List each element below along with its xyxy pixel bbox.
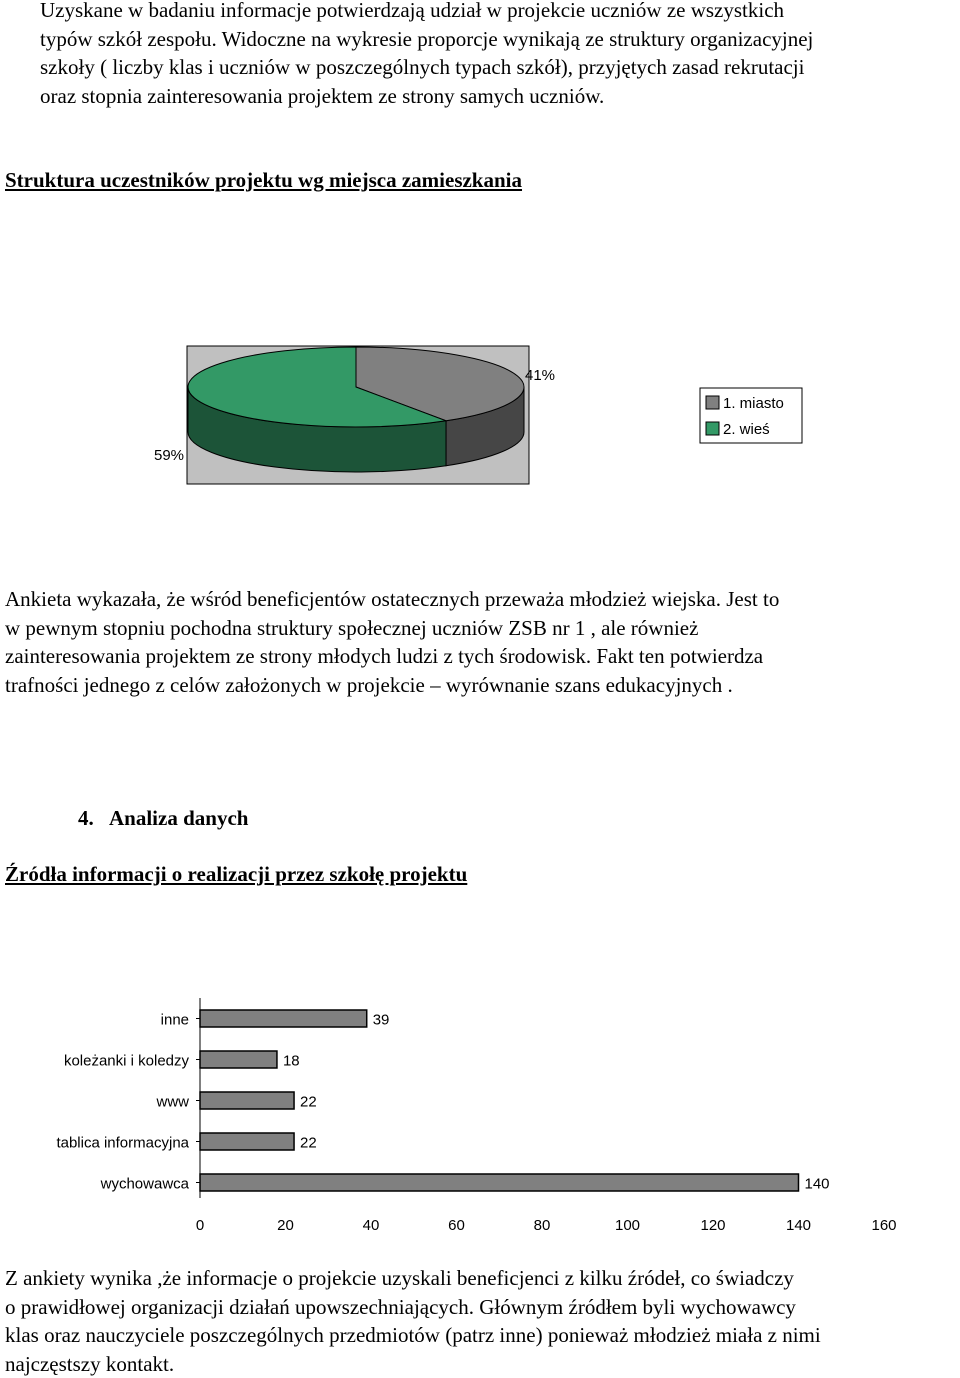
- bar: [200, 1174, 799, 1191]
- value-label: 39: [373, 1012, 390, 1029]
- intro-paragraph: [40, 0, 813, 110]
- legend-label-miasto: 1. miasto: [723, 395, 784, 412]
- x-tick-label: 120: [700, 1217, 725, 1234]
- sources-bar-chart: [0, 990, 960, 1240]
- value-label: 140: [805, 1176, 830, 1193]
- survey-line: w pewnym stopniu pochodna struktury społecznej uczniów ZSB nr 1 , ale również: [5, 614, 779, 643]
- category-label: tablica informacyjna: [56, 1135, 189, 1152]
- x-tick-label: 0: [196, 1217, 204, 1234]
- sources-heading: Źródła informacji o realizacji przez szkołę projektu: [5, 862, 467, 887]
- x-tick-label: 40: [363, 1217, 380, 1234]
- pie-data-label: 59%: [154, 447, 184, 464]
- residence-pie-chart: [0, 330, 960, 490]
- conclusion-line: o prawidłowej organizacji działań upowszechniających. Głównym źródłem byli wychowawcy: [5, 1293, 821, 1322]
- conclusion-paragraph: [5, 1264, 821, 1378]
- value-label: 22: [300, 1135, 317, 1152]
- x-tick-label: 100: [615, 1217, 640, 1234]
- section-title: Analiza danych: [109, 806, 248, 830]
- category-label: koleżanki i koledzy: [64, 1053, 190, 1070]
- x-tick-label: 20: [277, 1217, 294, 1234]
- survey-line: Ankieta wykazała, że wśród beneficjentów ostatecznych przeważa młodzież wiejska. Jest to: [5, 585, 779, 614]
- x-tick-label: 60: [448, 1217, 465, 1234]
- bar: [200, 1051, 277, 1068]
- bar: [200, 1133, 294, 1150]
- intro-line: szkoły ( liczby klas i uczniów w poszczególnych typach szkół), przyjętych zasad rekrutacji: [40, 53, 813, 82]
- legend-swatch-miasto: [706, 396, 719, 409]
- pie-data-label: 41%: [525, 367, 555, 384]
- intro-line: oraz stopnia zainteresowania projektem ze strony samych uczniów.: [40, 82, 813, 111]
- conclusion-line: najczęstszy kontakt.: [5, 1350, 821, 1378]
- x-tick-label: 80: [534, 1217, 551, 1234]
- x-tick-label: 140: [786, 1217, 811, 1234]
- section-heading: [78, 806, 248, 831]
- legend-label-wies: 2. wieś: [723, 421, 770, 438]
- value-label: 18: [283, 1053, 300, 1070]
- bar: [200, 1010, 367, 1027]
- x-tick-label: 160: [871, 1217, 896, 1234]
- survey-line: trafności jednego z celów założonych w projekcie – wyrównanie szans edukacyjnych .: [5, 671, 779, 700]
- value-label: 22: [300, 1094, 317, 1111]
- section-number: 4.: [78, 806, 94, 830]
- intro-line: typów szkół zespołu. Widoczne na wykresie proporcje wynikają ze struktury organizacyjnej: [40, 25, 813, 54]
- category-label: www: [156, 1094, 190, 1111]
- category-label: wychowawca: [100, 1176, 190, 1193]
- conclusion-line: klas oraz nauczyciele poszczególnych przedmiotów (patrz inne) ponieważ młodzież miała z nimi: [5, 1321, 821, 1350]
- category-label: inne: [161, 1012, 189, 1029]
- survey-line: zainteresowania projektem ze strony młodych ludzi z tych środowisk. Fakt ten potwierdza: [5, 642, 779, 671]
- residence-heading: Struktura uczestników projektu wg miejsca zamieszkania: [5, 168, 522, 193]
- legend-swatch-wies: [706, 422, 719, 435]
- intro-line: Uzyskane w badaniu informacje potwierdzają udział w projekcie uczniów ze wszystkich: [40, 0, 813, 25]
- bar: [200, 1092, 294, 1109]
- conclusion-line: Z ankiety wynika ,że informacje o projekcie uzyskali beneficjenci z kilku źródeł, co świadczy: [5, 1264, 821, 1293]
- pie-legend: [700, 388, 802, 443]
- survey-paragraph: [5, 585, 779, 699]
